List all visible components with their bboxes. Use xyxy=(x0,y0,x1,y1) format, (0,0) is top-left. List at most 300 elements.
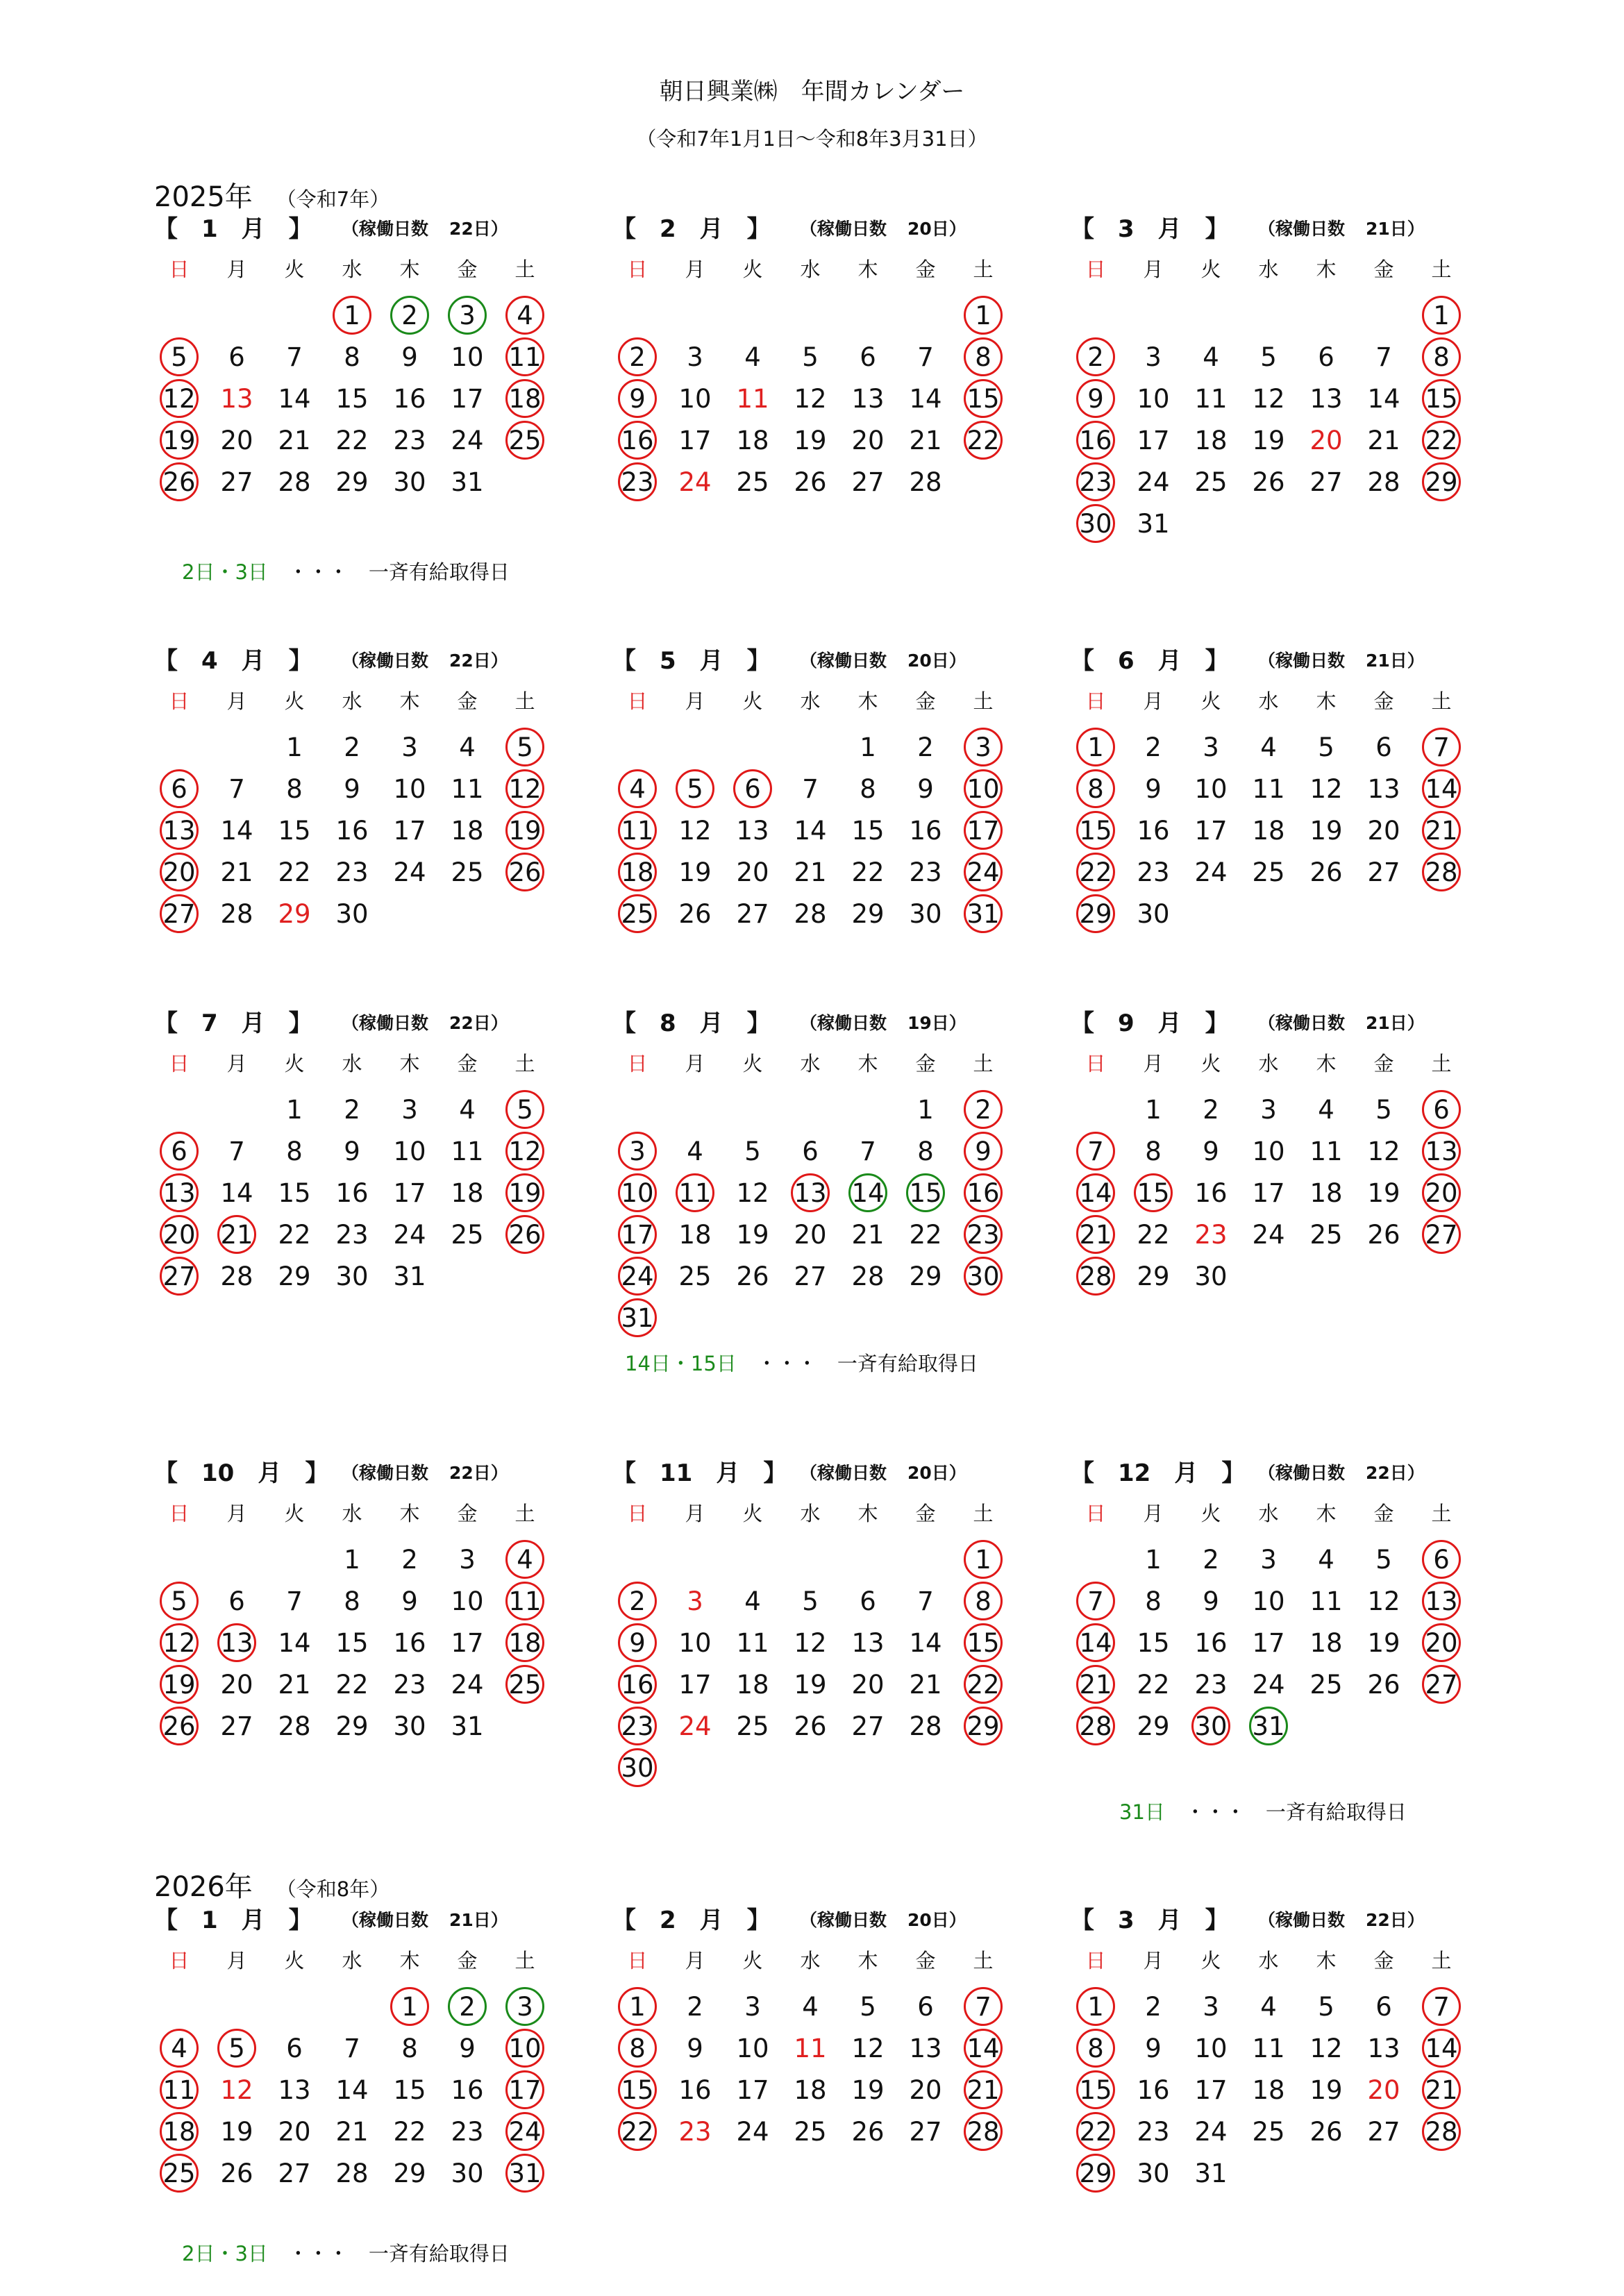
calendar-day[interactable]: 27 xyxy=(220,1711,253,1741)
calendar-day[interactable]: 2 xyxy=(687,1992,703,2022)
calendar-day[interactable]: 8 xyxy=(917,1137,934,1166)
holiday-day[interactable]: 13 xyxy=(791,1173,830,1212)
calendar-day[interactable]: 2 xyxy=(917,732,934,762)
calendar-day[interactable]: 17 xyxy=(393,816,426,846)
calendar-day[interactable]: 25 xyxy=(1252,857,1285,887)
calendar-day[interactable]: 15 xyxy=(335,1628,369,1658)
calendar-day[interactable]: 17 xyxy=(451,1628,484,1658)
national-holiday-day[interactable]: 3 xyxy=(687,1586,703,1616)
calendar-day[interactable]: 27 xyxy=(851,1711,885,1741)
holiday-day[interactable]: 22 xyxy=(964,421,1003,460)
calendar-day[interactable]: 4 xyxy=(1318,1095,1334,1125)
calendar-day[interactable]: 29 xyxy=(335,1711,369,1741)
calendar-day[interactable]: 22 xyxy=(909,1220,942,1250)
calendar-day[interactable]: 24 xyxy=(393,1220,426,1250)
calendar-day[interactable]: 28 xyxy=(220,1262,253,1291)
calendar-day[interactable]: 31 xyxy=(451,467,484,497)
calendar-day[interactable]: 26 xyxy=(736,1262,769,1291)
calendar-day[interactable]: 29 xyxy=(909,1262,942,1291)
calendar-day[interactable]: 9 xyxy=(1145,2034,1162,2063)
holiday-day[interactable]: 11 xyxy=(160,2070,199,2109)
holiday-day[interactable]: 13 xyxy=(1422,1582,1461,1620)
calendar-day[interactable]: 27 xyxy=(1367,857,1400,887)
calendar-day[interactable]: 12 xyxy=(851,2034,885,2063)
holiday-day[interactable]: 1 xyxy=(964,296,1003,335)
holiday-day[interactable]: 6 xyxy=(160,1132,199,1171)
calendar-day[interactable]: 29 xyxy=(1137,1262,1170,1291)
calendar-day[interactable]: 25 xyxy=(451,1220,484,1250)
calendar-day[interactable]: 25 xyxy=(1194,467,1228,497)
holiday-day[interactable]: 25 xyxy=(160,2154,199,2193)
holiday-day[interactable]: 5 xyxy=(505,1090,544,1129)
calendar-day[interactable]: 3 xyxy=(1203,1992,1219,2022)
calendar-day[interactable]: 17 xyxy=(678,1670,712,1700)
holiday-day[interactable]: 26 xyxy=(160,462,199,501)
holiday-day[interactable]: 16 xyxy=(618,421,657,460)
calendar-day[interactable]: 5 xyxy=(1318,1992,1334,2022)
calendar-day[interactable]: 17 xyxy=(1252,1628,1285,1658)
paid-leave-day[interactable]: 2 xyxy=(448,1987,487,2026)
holiday-day[interactable]: 14 xyxy=(1422,2029,1461,2068)
calendar-day[interactable]: 12 xyxy=(794,384,827,414)
calendar-day[interactable]: 20 xyxy=(909,2075,942,2105)
calendar-day[interactable]: 22 xyxy=(335,1670,369,1700)
holiday-day[interactable]: 15 xyxy=(1134,1173,1173,1212)
calendar-day[interactable]: 5 xyxy=(1318,732,1334,762)
holiday-day[interactable]: 1 xyxy=(1076,1987,1115,2026)
calendar-day[interactable]: 10 xyxy=(736,2034,769,2063)
calendar-day[interactable]: 9 xyxy=(1203,1137,1219,1166)
calendar-day[interactable]: 19 xyxy=(794,426,827,455)
holiday-day[interactable]: 9 xyxy=(618,1623,657,1662)
calendar-day[interactable]: 3 xyxy=(687,342,703,372)
holiday-day[interactable]: 9 xyxy=(964,1132,1003,1171)
calendar-day[interactable]: 21 xyxy=(851,1220,885,1250)
holiday-day[interactable]: 20 xyxy=(1422,1173,1461,1212)
calendar-day[interactable]: 2 xyxy=(344,732,360,762)
calendar-day[interactable]: 17 xyxy=(1137,426,1170,455)
calendar-day[interactable]: 22 xyxy=(278,857,311,887)
calendar-day[interactable]: 27 xyxy=(736,899,769,929)
calendar-day[interactable]: 13 xyxy=(1309,384,1343,414)
calendar-day[interactable]: 28 xyxy=(909,467,942,497)
calendar-day[interactable]: 28 xyxy=(278,467,311,497)
holiday-day[interactable]: 26 xyxy=(160,1707,199,1745)
calendar-day[interactable]: 28 xyxy=(278,1711,311,1741)
calendar-day[interactable]: 18 xyxy=(736,1670,769,1700)
calendar-day[interactable]: 24 xyxy=(1194,857,1228,887)
holiday-day[interactable]: 17 xyxy=(618,1215,657,1254)
calendar-day[interactable]: 2 xyxy=(1145,732,1162,762)
calendar-day[interactable]: 8 xyxy=(286,1137,303,1166)
holiday-day[interactable]: 14 xyxy=(1422,769,1461,808)
national-holiday-day[interactable]: 11 xyxy=(794,2034,827,2063)
holiday-day[interactable]: 30 xyxy=(1076,504,1115,543)
calendar-day[interactable]: 3 xyxy=(744,1992,761,2022)
calendar-day[interactable]: 30 xyxy=(1137,2159,1170,2188)
calendar-day[interactable]: 16 xyxy=(909,816,942,846)
calendar-day[interactable]: 15 xyxy=(335,384,369,414)
calendar-day[interactable]: 11 xyxy=(1194,384,1228,414)
holiday-day[interactable]: 10 xyxy=(964,769,1003,808)
holiday-day[interactable]: 18 xyxy=(505,1623,544,1662)
holiday-day[interactable]: 2 xyxy=(618,337,657,376)
calendar-day[interactable]: 15 xyxy=(278,1178,311,1208)
calendar-day[interactable]: 17 xyxy=(393,1178,426,1208)
calendar-day[interactable]: 6 xyxy=(1318,342,1334,372)
holiday-day[interactable]: 21 xyxy=(964,2070,1003,2109)
holiday-day[interactable]: 18 xyxy=(160,2112,199,2151)
calendar-day[interactable]: 18 xyxy=(1309,1628,1343,1658)
holiday-day[interactable]: 7 xyxy=(1422,1987,1461,2026)
calendar-day[interactable]: 7 xyxy=(286,1586,303,1616)
holiday-day[interactable]: 19 xyxy=(505,1173,544,1212)
calendar-day[interactable]: 8 xyxy=(1145,1586,1162,1616)
holiday-day[interactable]: 28 xyxy=(1076,1707,1115,1745)
holiday-day[interactable]: 8 xyxy=(1076,769,1115,808)
holiday-day[interactable]: 19 xyxy=(160,1665,199,1704)
holiday-day[interactable]: 9 xyxy=(618,379,657,418)
holiday-day[interactable]: 19 xyxy=(505,811,544,850)
calendar-day[interactable]: 16 xyxy=(335,1178,369,1208)
calendar-day[interactable]: 10 xyxy=(1252,1137,1285,1166)
holiday-day[interactable]: 11 xyxy=(618,811,657,850)
holiday-day[interactable]: 15 xyxy=(964,379,1003,418)
calendar-day[interactable]: 24 xyxy=(451,426,484,455)
calendar-day[interactable]: 31 xyxy=(451,1711,484,1741)
calendar-day[interactable]: 30 xyxy=(1137,899,1170,929)
holiday-day[interactable]: 5 xyxy=(676,769,714,808)
calendar-day[interactable]: 20 xyxy=(851,426,885,455)
calendar-day[interactable]: 8 xyxy=(860,774,876,804)
holiday-day[interactable]: 12 xyxy=(160,379,199,418)
calendar-day[interactable]: 23 xyxy=(335,1220,369,1250)
calendar-day[interactable]: 10 xyxy=(451,342,484,372)
calendar-day[interactable]: 20 xyxy=(220,1670,253,1700)
holiday-day[interactable]: 8 xyxy=(618,2029,657,2068)
calendar-day[interactable]: 14 xyxy=(335,2075,369,2105)
holiday-day[interactable]: 24 xyxy=(964,853,1003,891)
holiday-day[interactable]: 13 xyxy=(160,1173,199,1212)
calendar-day[interactable]: 1 xyxy=(860,732,876,762)
calendar-day[interactable]: 25 xyxy=(736,467,769,497)
calendar-day[interactable]: 7 xyxy=(1375,342,1392,372)
calendar-day[interactable]: 5 xyxy=(802,342,819,372)
paid-leave-day[interactable]: 15 xyxy=(906,1173,945,1212)
calendar-day[interactable]: 23 xyxy=(393,1670,426,1700)
calendar-day[interactable]: 27 xyxy=(794,1262,827,1291)
calendar-day[interactable]: 24 xyxy=(393,857,426,887)
national-holiday-day[interactable]: 23 xyxy=(1194,1220,1228,1250)
calendar-day[interactable]: 6 xyxy=(286,2034,303,2063)
calendar-day[interactable]: 30 xyxy=(1194,1262,1228,1291)
calendar-day[interactable]: 19 xyxy=(1252,426,1285,455)
calendar-day[interactable]: 8 xyxy=(401,2034,418,2063)
holiday-day[interactable]: 11 xyxy=(676,1173,714,1212)
holiday-day[interactable]: 6 xyxy=(733,769,772,808)
calendar-day[interactable]: 23 xyxy=(451,2117,484,2147)
calendar-day[interactable]: 7 xyxy=(286,342,303,372)
calendar-day[interactable]: 28 xyxy=(794,899,827,929)
calendar-day[interactable]: 14 xyxy=(909,1628,942,1658)
holiday-day[interactable]: 7 xyxy=(1076,1582,1115,1620)
holiday-day[interactable]: 26 xyxy=(505,1215,544,1254)
calendar-day[interactable]: 8 xyxy=(286,774,303,804)
calendar-day[interactable]: 18 xyxy=(1194,426,1228,455)
holiday-day[interactable]: 12 xyxy=(160,1623,199,1662)
holiday-day[interactable]: 28 xyxy=(1076,1257,1115,1296)
calendar-day[interactable]: 16 xyxy=(393,1628,426,1658)
holiday-day[interactable]: 5 xyxy=(160,1582,199,1620)
calendar-day[interactable]: 10 xyxy=(678,1628,712,1658)
calendar-day[interactable]: 11 xyxy=(451,774,484,804)
holiday-day[interactable]: 13 xyxy=(1422,1132,1461,1171)
calendar-day[interactable]: 19 xyxy=(1309,2075,1343,2105)
calendar-day[interactable]: 1 xyxy=(1145,1545,1162,1575)
holiday-day[interactable]: 2 xyxy=(1076,337,1115,376)
holiday-day[interactable]: 20 xyxy=(1422,1623,1461,1662)
calendar-day[interactable]: 4 xyxy=(744,342,761,372)
holiday-day[interactable]: 22 xyxy=(618,2112,657,2151)
calendar-day[interactable]: 25 xyxy=(451,857,484,887)
calendar-day[interactable]: 4 xyxy=(1318,1545,1334,1575)
calendar-day[interactable]: 24 xyxy=(1252,1670,1285,1700)
calendar-day[interactable]: 9 xyxy=(1145,774,1162,804)
paid-leave-day[interactable]: 3 xyxy=(448,296,487,335)
calendar-day[interactable]: 13 xyxy=(851,384,885,414)
holiday-day[interactable]: 27 xyxy=(160,894,199,933)
calendar-day[interactable]: 10 xyxy=(393,1137,426,1166)
calendar-day[interactable]: 4 xyxy=(802,1992,819,2022)
holiday-day[interactable]: 21 xyxy=(1422,2070,1461,2109)
holiday-day[interactable]: 10 xyxy=(618,1173,657,1212)
calendar-day[interactable]: 27 xyxy=(1367,2117,1400,2147)
calendar-day[interactable]: 17 xyxy=(1252,1178,1285,1208)
calendar-day[interactable]: 26 xyxy=(794,467,827,497)
calendar-day[interactable]: 4 xyxy=(459,732,476,762)
calendar-day[interactable]: 11 xyxy=(736,1628,769,1658)
calendar-day[interactable]: 21 xyxy=(278,426,311,455)
calendar-day[interactable]: 3 xyxy=(1145,342,1162,372)
holiday-day[interactable]: 12 xyxy=(505,769,544,808)
calendar-day[interactable]: 14 xyxy=(794,816,827,846)
holiday-day[interactable]: 4 xyxy=(505,1540,544,1579)
calendar-day[interactable]: 14 xyxy=(278,384,311,414)
calendar-day[interactable]: 2 xyxy=(1203,1545,1219,1575)
calendar-day[interactable]: 26 xyxy=(1367,1670,1400,1700)
national-holiday-day[interactable]: 20 xyxy=(1367,2075,1400,2105)
calendar-day[interactable]: 12 xyxy=(736,1178,769,1208)
calendar-day[interactable]: 17 xyxy=(678,426,712,455)
calendar-day[interactable]: 30 xyxy=(451,2159,484,2188)
calendar-day[interactable]: 31 xyxy=(393,1262,426,1291)
holiday-day[interactable]: 28 xyxy=(1422,2112,1461,2151)
calendar-day[interactable]: 8 xyxy=(344,342,360,372)
calendar-day[interactable]: 31 xyxy=(1194,2159,1228,2188)
holiday-day[interactable]: 3 xyxy=(618,1132,657,1171)
calendar-day[interactable]: 27 xyxy=(1309,467,1343,497)
calendar-day[interactable]: 29 xyxy=(335,467,369,497)
calendar-day[interactable]: 13 xyxy=(1367,2034,1400,2063)
holiday-day[interactable]: 18 xyxy=(505,379,544,418)
calendar-day[interactable]: 23 xyxy=(1137,857,1170,887)
national-holiday-day[interactable]: 12 xyxy=(220,2075,253,2105)
calendar-day[interactable]: 11 xyxy=(1252,2034,1285,2063)
holiday-day[interactable]: 5 xyxy=(505,728,544,766)
calendar-day[interactable]: 6 xyxy=(1375,1992,1392,2022)
calendar-day[interactable]: 18 xyxy=(794,2075,827,2105)
holiday-day[interactable]: 31 xyxy=(618,1298,657,1337)
calendar-day[interactable]: 30 xyxy=(335,899,369,929)
calendar-day[interactable]: 6 xyxy=(917,1992,934,2022)
calendar-day[interactable]: 3 xyxy=(401,1095,418,1125)
calendar-day[interactable]: 4 xyxy=(1203,342,1219,372)
holiday-day[interactable]: 4 xyxy=(618,769,657,808)
calendar-day[interactable]: 22 xyxy=(278,1220,311,1250)
calendar-day[interactable]: 28 xyxy=(1367,467,1400,497)
holiday-day[interactable]: 21 xyxy=(1422,811,1461,850)
calendar-day[interactable]: 6 xyxy=(1375,732,1392,762)
calendar-day[interactable]: 18 xyxy=(451,1178,484,1208)
calendar-day[interactable]: 26 xyxy=(678,899,712,929)
holiday-day[interactable]: 23 xyxy=(1076,462,1115,501)
holiday-day[interactable]: 11 xyxy=(505,337,544,376)
calendar-day[interactable]: 10 xyxy=(678,384,712,414)
national-holiday-day[interactable]: 13 xyxy=(220,384,253,414)
calendar-day[interactable]: 20 xyxy=(1367,816,1400,846)
holiday-day[interactable]: 17 xyxy=(964,811,1003,850)
calendar-day[interactable]: 19 xyxy=(1309,816,1343,846)
holiday-day[interactable]: 19 xyxy=(160,421,199,460)
holiday-day[interactable]: 20 xyxy=(160,853,199,891)
calendar-day[interactable]: 29 xyxy=(393,2159,426,2188)
calendar-day[interactable]: 25 xyxy=(678,1262,712,1291)
holiday-day[interactable]: 1 xyxy=(1076,728,1115,766)
holiday-day[interactable]: 27 xyxy=(1422,1215,1461,1254)
holiday-day[interactable]: 1 xyxy=(618,1987,657,2026)
calendar-day[interactable]: 22 xyxy=(393,2117,426,2147)
calendar-day[interactable]: 16 xyxy=(678,2075,712,2105)
calendar-day[interactable]: 9 xyxy=(459,2034,476,2063)
calendar-day[interactable]: 21 xyxy=(278,1670,311,1700)
calendar-day[interactable]: 12 xyxy=(1309,774,1343,804)
paid-leave-day[interactable]: 2 xyxy=(390,296,429,335)
calendar-day[interactable]: 25 xyxy=(1252,2117,1285,2147)
calendar-day[interactable]: 26 xyxy=(1309,2117,1343,2147)
calendar-day[interactable]: 10 xyxy=(393,774,426,804)
calendar-day[interactable]: 26 xyxy=(220,2159,253,2188)
calendar-day[interactable]: 10 xyxy=(1252,1586,1285,1616)
calendar-day[interactable]: 4 xyxy=(1260,1992,1277,2022)
calendar-day[interactable]: 12 xyxy=(1367,1586,1400,1616)
holiday-day[interactable]: 5 xyxy=(160,337,199,376)
calendar-day[interactable]: 10 xyxy=(1194,774,1228,804)
calendar-day[interactable]: 24 xyxy=(1194,2117,1228,2147)
calendar-day[interactable]: 18 xyxy=(1252,2075,1285,2105)
holiday-day[interactable]: 23 xyxy=(618,462,657,501)
holiday-day[interactable]: 1 xyxy=(1422,296,1461,335)
calendar-day[interactable]: 17 xyxy=(1194,816,1228,846)
calendar-day[interactable]: 7 xyxy=(917,342,934,372)
calendar-day[interactable]: 1 xyxy=(344,1545,360,1575)
calendar-day[interactable]: 16 xyxy=(1137,2075,1170,2105)
calendar-day[interactable]: 16 xyxy=(451,2075,484,2105)
calendar-day[interactable]: 8 xyxy=(344,1586,360,1616)
calendar-day[interactable]: 17 xyxy=(451,384,484,414)
paid-leave-day[interactable]: 14 xyxy=(848,1173,887,1212)
calendar-day[interactable]: 29 xyxy=(278,1262,311,1291)
calendar-day[interactable]: 22 xyxy=(335,426,369,455)
calendar-day[interactable]: 21 xyxy=(220,857,253,887)
calendar-day[interactable]: 4 xyxy=(744,1586,761,1616)
holiday-day[interactable]: 14 xyxy=(964,2029,1003,2068)
calendar-day[interactable]: 28 xyxy=(851,1262,885,1291)
calendar-day[interactable]: 9 xyxy=(687,2034,703,2063)
calendar-day[interactable]: 22 xyxy=(851,857,885,887)
calendar-day[interactable]: 12 xyxy=(794,1628,827,1658)
calendar-day[interactable]: 7 xyxy=(802,774,819,804)
holiday-day[interactable]: 1 xyxy=(964,1540,1003,1579)
calendar-day[interactable]: 6 xyxy=(802,1137,819,1166)
national-holiday-day[interactable]: 20 xyxy=(1309,426,1343,455)
holiday-day[interactable]: 31 xyxy=(505,2154,544,2193)
calendar-day[interactable]: 11 xyxy=(1309,1137,1343,1166)
calendar-day[interactable]: 3 xyxy=(459,1545,476,1575)
calendar-day[interactable]: 13 xyxy=(278,2075,311,2105)
holiday-day[interactable]: 18 xyxy=(618,853,657,891)
calendar-day[interactable]: 7 xyxy=(228,1137,245,1166)
holiday-day[interactable]: 24 xyxy=(505,2112,544,2151)
national-holiday-day[interactable]: 23 xyxy=(678,2117,712,2147)
calendar-day[interactable]: 26 xyxy=(794,1711,827,1741)
calendar-day[interactable]: 23 xyxy=(1194,1670,1228,1700)
holiday-day[interactable]: 27 xyxy=(160,1257,199,1296)
calendar-day[interactable]: 15 xyxy=(1137,1628,1170,1658)
holiday-day[interactable]: 5 xyxy=(217,2029,256,2068)
calendar-day[interactable]: 28 xyxy=(335,2159,369,2188)
calendar-day[interactable]: 25 xyxy=(1309,1220,1343,1250)
calendar-day[interactable]: 22 xyxy=(1137,1220,1170,1250)
calendar-day[interactable]: 29 xyxy=(1137,1711,1170,1741)
calendar-day[interactable]: 26 xyxy=(851,2117,885,2147)
calendar-day[interactable]: 28 xyxy=(909,1711,942,1741)
holiday-day[interactable]: 29 xyxy=(1422,462,1461,501)
calendar-day[interactable]: 16 xyxy=(1137,816,1170,846)
calendar-day[interactable]: 9 xyxy=(344,774,360,804)
calendar-day[interactable]: 1 xyxy=(917,1095,934,1125)
holiday-day[interactable]: 15 xyxy=(1422,379,1461,418)
calendar-day[interactable]: 5 xyxy=(860,1992,876,2022)
calendar-day[interactable]: 12 xyxy=(1367,1137,1400,1166)
calendar-day[interactable]: 16 xyxy=(335,816,369,846)
calendar-day[interactable]: 17 xyxy=(736,2075,769,2105)
calendar-day[interactable]: 27 xyxy=(851,467,885,497)
holiday-day[interactable]: 6 xyxy=(160,769,199,808)
calendar-day[interactable]: 1 xyxy=(286,732,303,762)
calendar-day[interactable]: 4 xyxy=(687,1137,703,1166)
calendar-day[interactable]: 7 xyxy=(917,1586,934,1616)
calendar-day[interactable]: 14 xyxy=(909,384,942,414)
calendar-day[interactable]: 28 xyxy=(220,899,253,929)
calendar-day[interactable]: 21 xyxy=(1367,426,1400,455)
calendar-day[interactable]: 15 xyxy=(851,816,885,846)
calendar-day[interactable]: 29 xyxy=(851,899,885,929)
holiday-day[interactable]: 13 xyxy=(217,1623,256,1662)
holiday-day[interactable]: 23 xyxy=(618,1707,657,1745)
calendar-day[interactable]: 20 xyxy=(794,1220,827,1250)
holiday-day[interactable]: 17 xyxy=(505,2070,544,2109)
holiday-day[interactable]: 1 xyxy=(390,1987,429,2026)
